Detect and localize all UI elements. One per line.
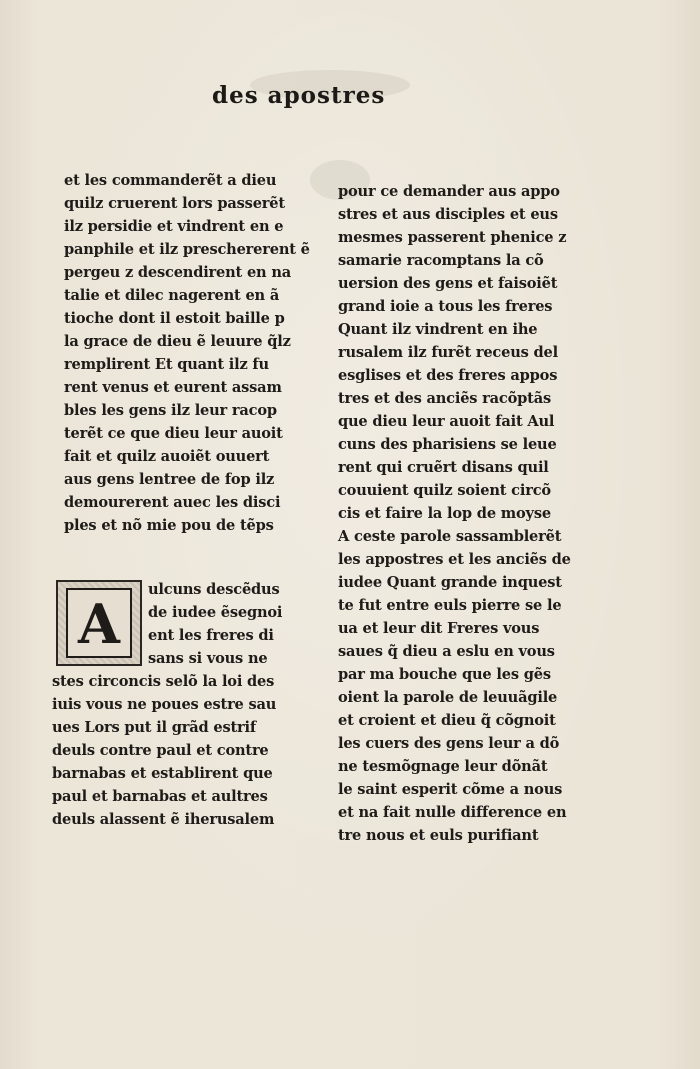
text-line: ues Lors put il grãd estrif: [52, 719, 256, 736]
text-line: aus gens lentree de fop ilz: [64, 471, 275, 488]
text-line: ulcuns descẽdus: [148, 581, 280, 598]
text-line: te fut entre euls pierre se le: [338, 597, 562, 614]
text-line: A ceste parole sassamblerẽt: [338, 528, 562, 545]
text-line: tres et des anciẽs racõptãs: [338, 390, 551, 407]
text-line: iudee Quant grande inquest: [338, 574, 562, 591]
text-line: stes circoncis selõ la loi des: [52, 673, 275, 690]
text-line: le saint esperit cõme a nous: [338, 781, 563, 798]
text-line: ples et nõ mie pou de tẽps: [64, 517, 274, 534]
text-line: tre nous et euls purifiant: [338, 827, 539, 844]
text-line: sans si vous ne: [148, 650, 268, 667]
text-line: pergeu z descendirent en na: [64, 264, 292, 281]
text-line: rusalem ilz furẽt receus del: [338, 344, 558, 361]
text-line: couuient quilz soient circõ: [338, 482, 551, 499]
right-column: [338, 180, 571, 847]
text-line: oient la parole de leuuãgile: [338, 689, 558, 706]
text-line: stres et aus disciples et eus: [338, 206, 558, 223]
text-line: et croient et dieu q̃ cõgnoit: [338, 712, 556, 729]
text-line: esglises et des freres appos: [338, 367, 558, 384]
text-line: Quant ilz vindrent en ihe: [338, 321, 538, 338]
text-line: rent qui cruẽrt disans quil: [338, 459, 549, 476]
text-line: les cuers des gens leur a dõ: [338, 735, 560, 752]
text-line: ilz persidie et vindrent en e: [64, 218, 284, 235]
left-column-top: [64, 169, 310, 537]
text-line: uersion des gens et faisoiẽt: [338, 275, 558, 292]
text-line: saues q̃ dieu a eslu en vous: [338, 643, 555, 660]
text-line: samarie racomptans la cõ: [338, 252, 544, 269]
text-line: fait et quilz auoiẽt ouuert: [64, 448, 270, 465]
text-line: iuis vous ne poues estre sau: [52, 696, 277, 713]
text-line: cuns des pharisiens se leue: [338, 436, 557, 453]
text-line: ua et leur dit Freres vous: [338, 620, 540, 637]
text-line: rent venus et eurent assam: [64, 379, 282, 396]
text-line: et na fait nulle difference en: [338, 804, 567, 821]
text-line: remplirent Et quant ilz fu: [64, 356, 269, 373]
text-line: la grace de dieu ẽ leuure q̃lz: [64, 333, 291, 350]
text-line: deuls contre paul et contre: [52, 742, 269, 759]
text-line: quilz cruerent lors passerẽt: [64, 195, 285, 212]
text-line: ent les freres di: [148, 627, 274, 644]
text-line: cis et faire la lop de moyse: [338, 505, 551, 522]
text-line: tioche dont il estoit baille p: [64, 310, 285, 327]
text-line: paul et barnabas et aultres: [52, 788, 268, 805]
text-line: et les commanderẽt a dieu: [64, 172, 277, 189]
text-line: par ma bouche que les gẽs: [338, 666, 551, 683]
initial-letter: A: [78, 592, 120, 656]
text-line: demourerent auec les disci: [64, 494, 281, 511]
text-line: talie et dilec nagerent en ã: [64, 287, 280, 304]
text-line: que dieu leur auoit fait Aul: [338, 413, 555, 430]
left-column-bottom: [52, 578, 282, 831]
running-header: des apostres: [212, 82, 386, 109]
text-line: barnabas et establirent que: [52, 765, 273, 782]
text-line: ne tesmõgnage leur dõnãt: [338, 758, 548, 775]
text-line: terẽt ce que dieu leur auoit: [64, 425, 283, 442]
text-line: grand ioie a tous les freres: [338, 298, 553, 315]
text-line: bles les gens ilz leur racop: [64, 402, 277, 419]
text-line: mesmes passerent phenice z: [338, 229, 567, 246]
text-line: panphile et ilz preschererent ẽ: [64, 241, 310, 258]
text-line: pour ce demander aus appo: [338, 183, 560, 200]
text-line: de iudee ẽsegnoi: [148, 604, 283, 621]
text-line: deuls alassent ẽ iherusalem: [52, 811, 275, 828]
text-line: les appostres et les anciẽs de: [338, 551, 571, 568]
